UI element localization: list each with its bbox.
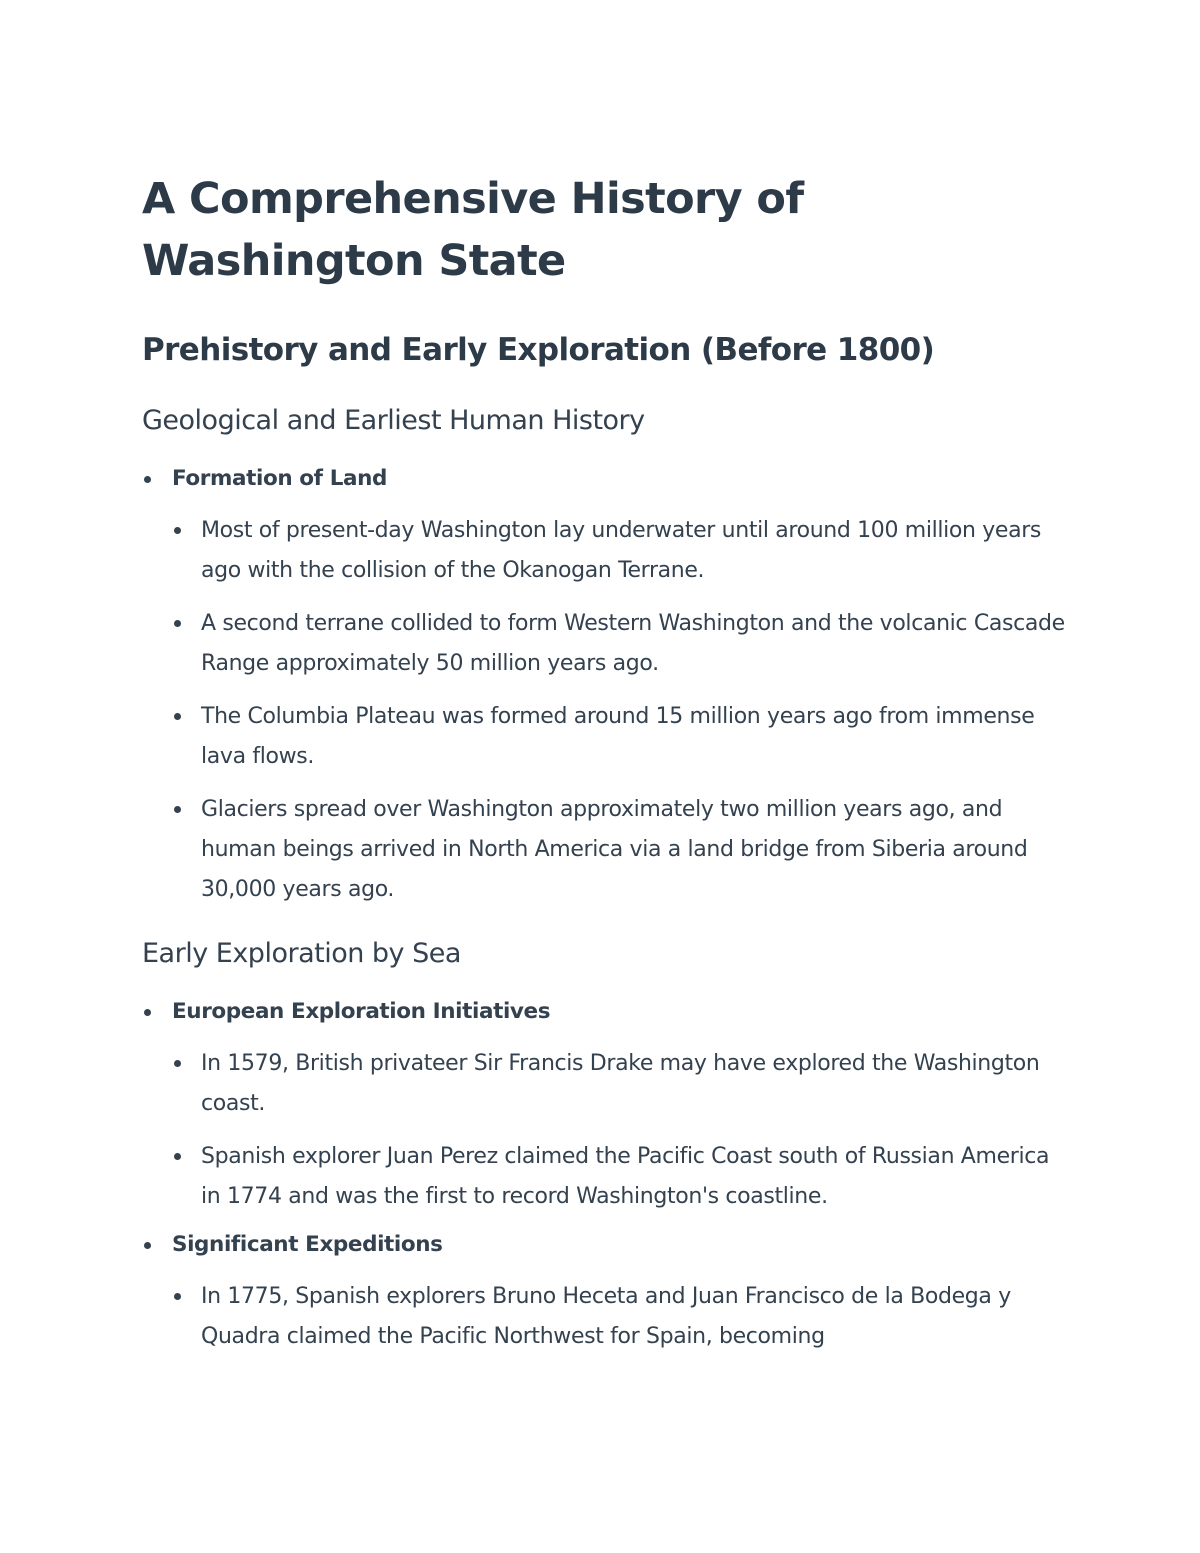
document-page: [142, 168, 1072, 1357]
bullet-icon: [174, 527, 181, 534]
list-item: [172, 1044, 1072, 1124]
document-title: A Comprehensive History of Washington State: [142, 174, 804, 286]
list-item-text: Spanish explorer Juan Perez claimed the Pacific Coast south of Russian America in 1774 and was the first to record Washington's coastline.: [201, 1144, 1050, 1209]
bullet-icon: [174, 713, 181, 720]
list-item-text: A second terrane collided to form Western Washington and the volcanic Cascade Range approximately 50 million years ago.: [201, 611, 1065, 676]
bullet-icon: [174, 1293, 181, 1300]
bullet-icon: [174, 620, 181, 627]
topic-label: Significant Expeditions: [172, 1232, 443, 1257]
list-item-text: Glaciers spread over Washington approximately two million years ago, and human beings arrived in North America via a land bridge from Siberia around 30,000 years ago.: [201, 797, 1028, 902]
list-item: [172, 1277, 1072, 1357]
bullet-icon: [174, 1153, 181, 1160]
list-item: [172, 1137, 1072, 1217]
bullet-icon: [144, 1009, 151, 1016]
subsection-heading-early-exploration: Early Exploration by Sea: [142, 938, 461, 969]
list-item: [172, 697, 1072, 777]
list-item-text: In 1775, Spanish explorers Bruno Heceta and Juan Francisco de la Bodega y Quadra claimed the Pacific Northwest for Spain, becoming: [201, 1284, 1011, 1349]
bullet-icon: [144, 1242, 151, 1249]
topic-item: [142, 459, 1072, 910]
detail-list: [172, 1277, 1072, 1357]
subsection-heading-geological: Geological and Earliest Human History: [142, 405, 645, 436]
topic-label: European Exploration Initiatives: [172, 999, 551, 1024]
topic-list: [142, 992, 1072, 1357]
topic-label: Formation of Land: [172, 466, 388, 491]
list-item: [172, 511, 1072, 591]
detail-list: [172, 511, 1072, 910]
detail-list: [172, 1044, 1072, 1217]
list-item-text: The Columbia Plateau was formed around 15 million years ago from immense lava flows.: [201, 704, 1035, 769]
list-item: [172, 604, 1072, 684]
list-item-text: In 1579, British privateer Sir Francis Drake may have explored the Washington coast.: [201, 1051, 1040, 1116]
bullet-icon: [174, 806, 181, 813]
section-heading: Prehistory and Early Exploration (Before 1800): [142, 332, 935, 368]
topic-item: [142, 992, 1072, 1217]
list-item: [172, 790, 1072, 910]
bullet-icon: [174, 1060, 181, 1067]
list-item-text: Most of present-day Washington lay underwater until around 100 million years ago with the collision of the Okanogan Terrane.: [201, 518, 1042, 583]
topic-list: [142, 459, 1072, 910]
topic-item: [142, 1225, 1072, 1357]
bullet-icon: [144, 476, 151, 483]
